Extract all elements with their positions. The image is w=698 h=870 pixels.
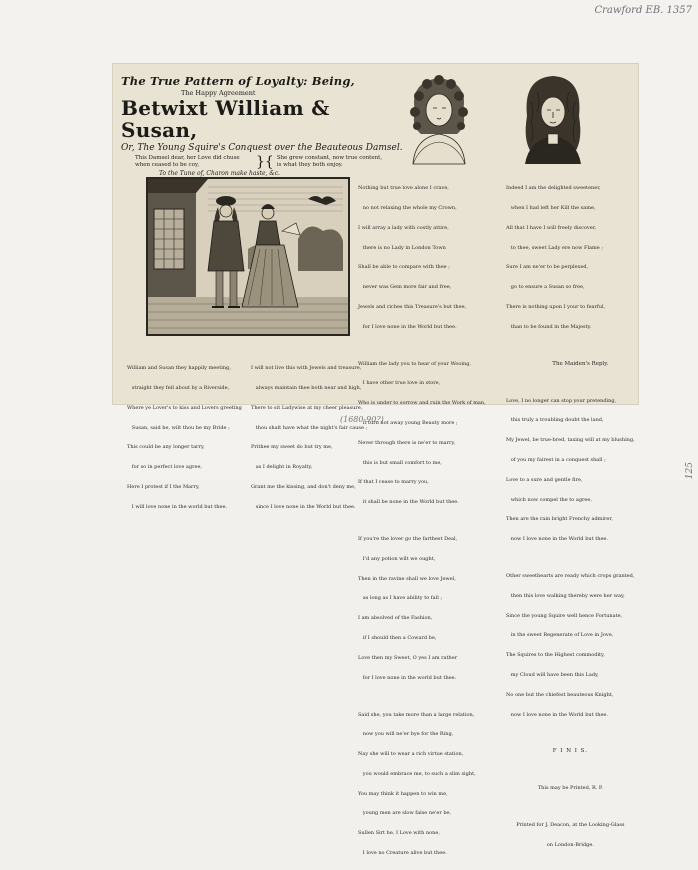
verse-line: no not relaxing the whole my Crown, bbox=[358, 204, 457, 211]
desc-left-2: when ceased to be coy, bbox=[135, 162, 200, 168]
verse-line: Indeed I am the delighted sweetener, bbox=[506, 185, 601, 192]
portrait-man bbox=[521, 72, 585, 164]
woodcut-illustration bbox=[146, 177, 350, 336]
verse-line: for I love none in the World but thee. bbox=[358, 323, 457, 330]
verse-line: always maintain thee both near and high, bbox=[251, 384, 362, 391]
verse-line: I'd any potion wilt we ought, bbox=[358, 555, 436, 562]
verse-line: of you my fairest in a conquest shall ; bbox=[506, 456, 606, 463]
verse-line: Other sweethearts are ready which crops granted, bbox=[506, 573, 635, 580]
verse-line: Jewels and riches this Treasure's but thee, bbox=[358, 303, 467, 310]
verse-line: now I love none in the World but thee. bbox=[506, 536, 608, 543]
verse-line: to thee, sweet Lady ere now Flame ; bbox=[506, 244, 604, 251]
verse-line: Since the young Squire well hence Fortunate, bbox=[506, 612, 623, 619]
imprint-line-2: on London-Bridge. bbox=[546, 842, 594, 849]
verse-line: never was Gem more fair and free, bbox=[358, 284, 452, 291]
verse-line: as I delight in Royalty, bbox=[251, 464, 313, 471]
verse-line: for I love none in the world but thee. bbox=[358, 674, 457, 681]
verse-line: There to sit Ladywise at my cheer pleasure, bbox=[251, 404, 363, 411]
verse-line: straight they fell about by a Riverside, bbox=[127, 384, 230, 391]
verse-line: it turn not away young Beauty more ; bbox=[358, 419, 458, 426]
verse-column-2 bbox=[358, 172, 486, 870]
verse-line: Sure I am ne'er to be perplexed, bbox=[506, 264, 589, 271]
verse-line: I will array a lady with costly attire, bbox=[358, 224, 449, 231]
verse-line: Said she, you take more than a large relation, bbox=[358, 711, 475, 718]
verse-line: I am absolved of the Fashion, bbox=[358, 615, 433, 622]
tune-line: To the Tune of, Charon make haste, &c. bbox=[159, 170, 280, 177]
section-heading: The Maiden's Reply. bbox=[552, 360, 609, 367]
subtitle: Or, The Young Squire's Conquest over the Beauteous Damsel. bbox=[121, 143, 403, 153]
verse-line: Love, I no longer can stop your pretending, bbox=[506, 397, 617, 404]
desc-right-1: She grew constant, now true content, bbox=[276, 155, 383, 161]
verse-line: Love then my Sweet, O yes I am rather bbox=[358, 654, 458, 661]
license-line: This may be Printed, R. P. bbox=[537, 785, 603, 792]
portrait-woman bbox=[407, 72, 471, 164]
verse-line: then this love walking thereby were her way, bbox=[506, 592, 625, 599]
verse-line: Then are the rain bright Frenchy admirer, bbox=[506, 516, 613, 523]
imprint-line-1: Printed for J. Deacon, at the Looking-Glass bbox=[516, 822, 625, 829]
verse-line: William and Susan they happily meeting, bbox=[127, 365, 231, 372]
verse-line: William the lady you to hear of your Wooing, bbox=[358, 360, 472, 367]
verse-line: when I had left her Kill the same, bbox=[506, 204, 596, 211]
finis: F I N I S. bbox=[552, 748, 588, 755]
woman-portrait-icon bbox=[407, 72, 471, 164]
title-block bbox=[121, 74, 411, 177]
archive-reference: Crawford EB. 1357 bbox=[594, 5, 692, 16]
verse-line: You may think it happen to win me, bbox=[358, 790, 448, 797]
verse-line: No one but the chiefest beauteous Knight, bbox=[506, 691, 614, 698]
verse-line: Nothing but true love alone I crave, bbox=[358, 185, 449, 192]
verse-line: Shall be able to compare with thee ; bbox=[358, 264, 450, 271]
description bbox=[121, 155, 411, 169]
verse-line: this is but small comfort to me, bbox=[358, 459, 442, 466]
verse-line: which now compel the to agree, bbox=[506, 496, 592, 503]
verse-line: All that I have I will freely discover, bbox=[506, 224, 597, 231]
verse-line: I will love none in the world but thee. bbox=[127, 503, 227, 510]
desc-left-1: This Damsel dear, her Love did chuse bbox=[135, 155, 240, 161]
man-portrait-icon bbox=[521, 72, 585, 164]
title-line-2: The Happy Agreement bbox=[181, 89, 256, 97]
verse-line: my Cloud will have been this Lady, bbox=[506, 671, 599, 678]
verse-line: Then in the ravine shall we love Jewel, bbox=[358, 575, 456, 582]
verse-line: for so in perfect love agree, bbox=[127, 464, 203, 471]
verse-line: than to be found in the Majesty. bbox=[506, 323, 592, 330]
verse-line: I will not live this with Jewels and treasure, bbox=[251, 365, 362, 372]
verse-column-3 bbox=[506, 172, 635, 862]
verse-line: now you will ne'er bye for the Ring, bbox=[358, 731, 454, 738]
date-annotation: (1680-90?) bbox=[340, 415, 384, 424]
page-number: 125 bbox=[685, 462, 695, 480]
verse-line: Susan, said he, wilt thou be my Bride ; bbox=[127, 424, 230, 431]
verse-line: since I love none in the World but thee. bbox=[251, 503, 356, 510]
verse-line: My Jewel, be true-bred, taxing will at my blushing, bbox=[506, 437, 635, 444]
verse-line: in the sweet Regenerate of Love in Jove, bbox=[506, 632, 614, 639]
woodcut-figures-icon bbox=[148, 179, 348, 334]
verse-line: I love no Creature alive but thee. bbox=[358, 849, 447, 856]
verse-line: This could be any longer tarry, bbox=[127, 444, 205, 451]
verse-line: Here I protest if I the Marry, bbox=[127, 483, 200, 490]
verse-line: you would embrace me, to such a slim sight, bbox=[358, 770, 476, 777]
verse-line: Never through there is ne'er to marry, bbox=[358, 439, 456, 446]
title-line-1: The True Pattern of Loyalty: Being, bbox=[121, 74, 355, 88]
verse-column-1b bbox=[251, 352, 367, 523]
verse-line: now I love none in the World but thee. bbox=[506, 711, 608, 718]
verse-line: Where ye Lover's to kiss and Lovers greeting bbox=[127, 404, 242, 411]
verse-line: Love to a sure and gentle fire, bbox=[506, 476, 583, 483]
verse-line: Sullen Sirt he, I Love with none, bbox=[358, 830, 440, 837]
verse-line: If you're the lover go the farthest Deal, bbox=[358, 536, 458, 543]
verse-line: if I should then a Coward be, bbox=[358, 634, 437, 641]
main-title: Betwixt William & Susan, bbox=[121, 96, 330, 142]
verse-line: The Squires to the Highest commodity, bbox=[506, 652, 605, 659]
verse-line: I have other true love in store, bbox=[358, 380, 441, 387]
verse-line: Prithee my sweet do but try me, bbox=[251, 444, 333, 451]
verse-line: there is no Lady in London Town bbox=[358, 244, 446, 251]
brace-glyph: }{ bbox=[256, 154, 274, 170]
verse-line: Grant me the kissing, and don't deny me, bbox=[251, 483, 356, 490]
verse-line: Who is under to sorrow and ruin the Work of man, bbox=[358, 400, 486, 407]
verse-line: as long as I have ability to fall ; bbox=[358, 595, 443, 602]
verse-line: thou shalt have what the night's fair cause ; bbox=[251, 424, 368, 431]
verse-line: If that I cease to marry you, bbox=[358, 479, 429, 486]
desc-right-2: is what they both enjoy. bbox=[276, 162, 343, 168]
verse-line: this truly a troubling doubt the land, bbox=[506, 417, 604, 424]
verse-line: it shall be none in the World but thee. bbox=[358, 499, 459, 506]
verse-line: go to ensure a Susan so free, bbox=[506, 284, 585, 291]
verse-line: There is nothing upon I your to fearful, bbox=[506, 303, 606, 310]
verse-line: Nay she will to wear a rich virtue station, bbox=[358, 751, 464, 758]
verse-line: young men are slow false ne'er be, bbox=[358, 810, 452, 817]
verse-column-1a bbox=[127, 352, 242, 523]
